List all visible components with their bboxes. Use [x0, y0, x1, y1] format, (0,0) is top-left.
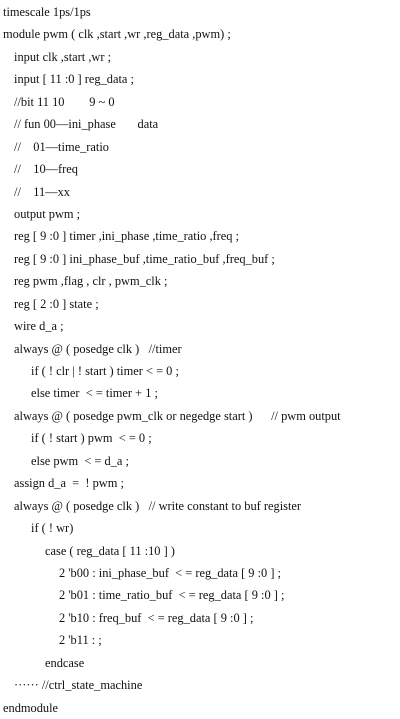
- code-line: if ( ! start ) pwm < = 0 ;: [31, 431, 152, 446]
- code-line: else timer < = timer + 1 ;: [31, 386, 158, 401]
- code-line: input clk ,start ,wr ;: [14, 49, 112, 64]
- code-line: 2 'b00 : ini_phase_buf < = reg_data [ 9 :0 ] ;: [59, 565, 281, 580]
- code-line: reg [ 2 :0 ] state ;: [14, 296, 99, 311]
- code-line: // fun 00—ini_phase data: [14, 117, 159, 132]
- code-line: 2 'b10 : freq_buf < = reg_data [ 9 :0 ] ;: [59, 610, 254, 625]
- code-line: reg [ 9 :0 ] ini_phase_buf ,time_ratio_buf ,freq_buf ;: [14, 251, 275, 266]
- code-line: timescale 1ps/1ps: [3, 5, 91, 19]
- code-line: ······ //ctrl_state_machine: [14, 678, 143, 693]
- code-line: if ( ! wr): [31, 521, 74, 536]
- code-line: always @ ( posedge clk ) // write constant to buf register: [14, 498, 302, 513]
- code-line: input [ 11 :0 ] reg_data ;: [14, 72, 134, 87]
- code-line: wire d_a ;: [14, 319, 64, 334]
- code-line: endcase: [45, 655, 85, 670]
- code-line: 2 'b01 : time_ratio_buf < = reg_data [ 9 :0 ] ;: [59, 588, 285, 603]
- code-line: endmodule: [3, 700, 59, 715]
- code-line: module pwm ( clk ,start ,wr ,reg_data ,pwm) ;: [3, 27, 231, 42]
- code-line: // 01—time_ratio: [14, 139, 109, 154]
- code-line: 2 'b11 : ;: [59, 633, 102, 648]
- code-line: //bit 11 10 9 ~ 0: [14, 94, 115, 109]
- code-line: reg pwm ,flag , clr , pwm_clk ;: [14, 274, 168, 289]
- code-line: always @ ( posedge clk ) //timer: [14, 341, 182, 356]
- verilog-code-listing: [0, 1, 400, 719]
- code-line: else pwm < = d_a ;: [31, 453, 129, 468]
- code-line: always @ ( posedge pwm_clk or negedge start ) // pwm output: [14, 408, 341, 423]
- code-line: assign d_a = ! pwm ;: [14, 476, 124, 491]
- code-line: // 10—freq: [14, 162, 79, 177]
- code-line: reg [ 9 :0 ] timer ,ini_phase ,time_ratio ,freq ;: [14, 229, 240, 244]
- code-line: case ( reg_data [ 11 :10 ] ): [45, 543, 175, 558]
- code-line: output pwm ;: [14, 206, 81, 221]
- code-line: // 11—xx: [14, 184, 70, 199]
- code-line: if ( ! clr | ! start ) timer < = 0 ;: [31, 364, 179, 378]
